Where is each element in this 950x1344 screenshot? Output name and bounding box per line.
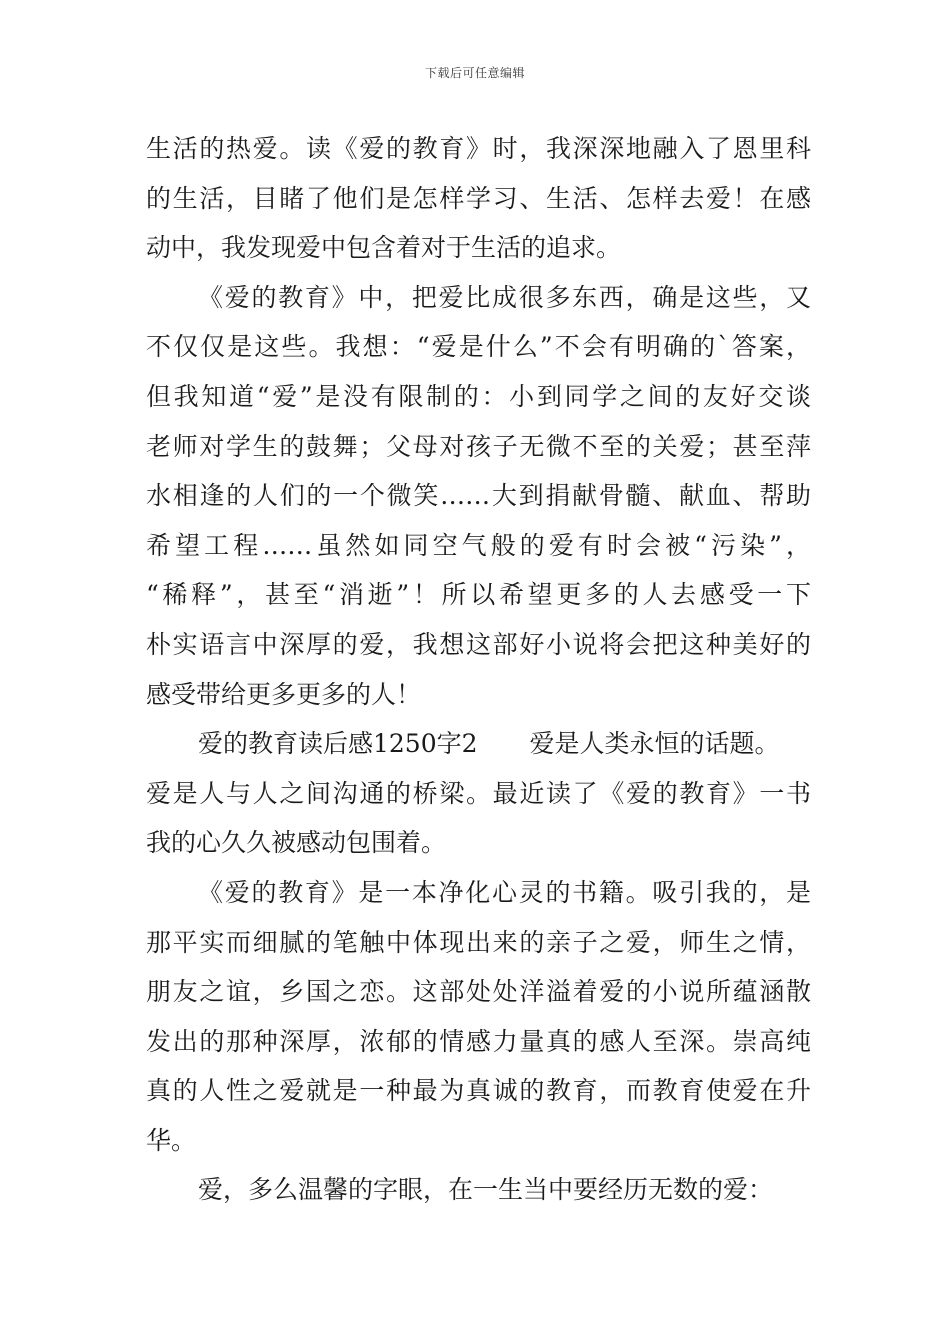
paragraph-2 <box>146 273 811 719</box>
paragraph-3 <box>146 719 811 868</box>
text-line: 朋友之谊，乡国之恋。这部处处洋溢着爱的小说所蕴涵散 <box>146 977 811 1007</box>
text-line: 不仅仅是这些。我想：“爱是什么”不会有明确的`答案， <box>146 332 811 362</box>
paragraph-5 <box>146 1165 811 1215</box>
text-line: 《爱的教育》是一本净化心灵的书籍。吸引我的，是 <box>198 877 811 907</box>
text-line: “稀释”，甚至“消逝”！所以希望更多的人去感受一下 <box>146 580 811 610</box>
text-line <box>146 719 811 769</box>
text-line: 华。 <box>146 1125 197 1155</box>
text-line: 爱，多么温馨的字眼，在一生当中要经历无数的爱： <box>198 1175 774 1205</box>
document-body <box>146 124 811 1215</box>
text-line: 的生活，目睹了他们是怎样学习、生活、怎样去爱！在感 <box>146 183 811 213</box>
text-line: 水相逢的人们的一个微笑……大到捐献骨髓、献血、帮助 <box>146 481 811 511</box>
text-line: 生活的热爱。读《爱的教育》时，我深深地融入了恩里科 <box>146 134 811 163</box>
paragraph-4 <box>146 868 811 1166</box>
text-line: 我的心久久被感动包围着。 <box>146 828 447 858</box>
text-line: 《爱的教育》中，把爱比成很多东西，确是这些，又 <box>198 282 811 312</box>
text-line: 那平实而细腻的笔触中体现出来的亲子之爱，师生之情， <box>146 927 811 957</box>
text-line: 感受带给更多更多的人！ <box>146 679 422 709</box>
text-line: 爱是人与人之间沟通的桥梁。最近读了《爱的教育》一书 <box>146 778 811 808</box>
paragraph-1 <box>146 124 811 273</box>
page-header: 下载后可任意编辑 <box>424 66 525 80</box>
text-line: 真的人性之爱就是一种最为真诚的教育，而教育使爱在升 <box>146 1076 811 1106</box>
section-title: 爱的教育读后感1250字2 <box>198 729 478 759</box>
text-run: 爱是人类永恒的话题。 <box>529 729 780 759</box>
text-line: 朴实语言中深厚的爱，我想这部好小说将会把这种美好的 <box>146 629 811 659</box>
text-line: 但我知道“爱”是没有限制的：小到同学之间的友好交谈 <box>146 381 811 411</box>
text-line: 希望工程……虽然如同空气般的爱有时会被“污染”， <box>146 530 811 560</box>
text-line: 发出的那种深厚，浓郁的情感力量真的感人至深。崇高纯 <box>146 1026 811 1056</box>
text-line: 老师对学生的鼓舞；父母对孩子无微不至的关爱；甚至萍 <box>146 431 811 461</box>
text-line: 动中，我发现爱中包含着对于生活的追求。 <box>146 233 622 263</box>
